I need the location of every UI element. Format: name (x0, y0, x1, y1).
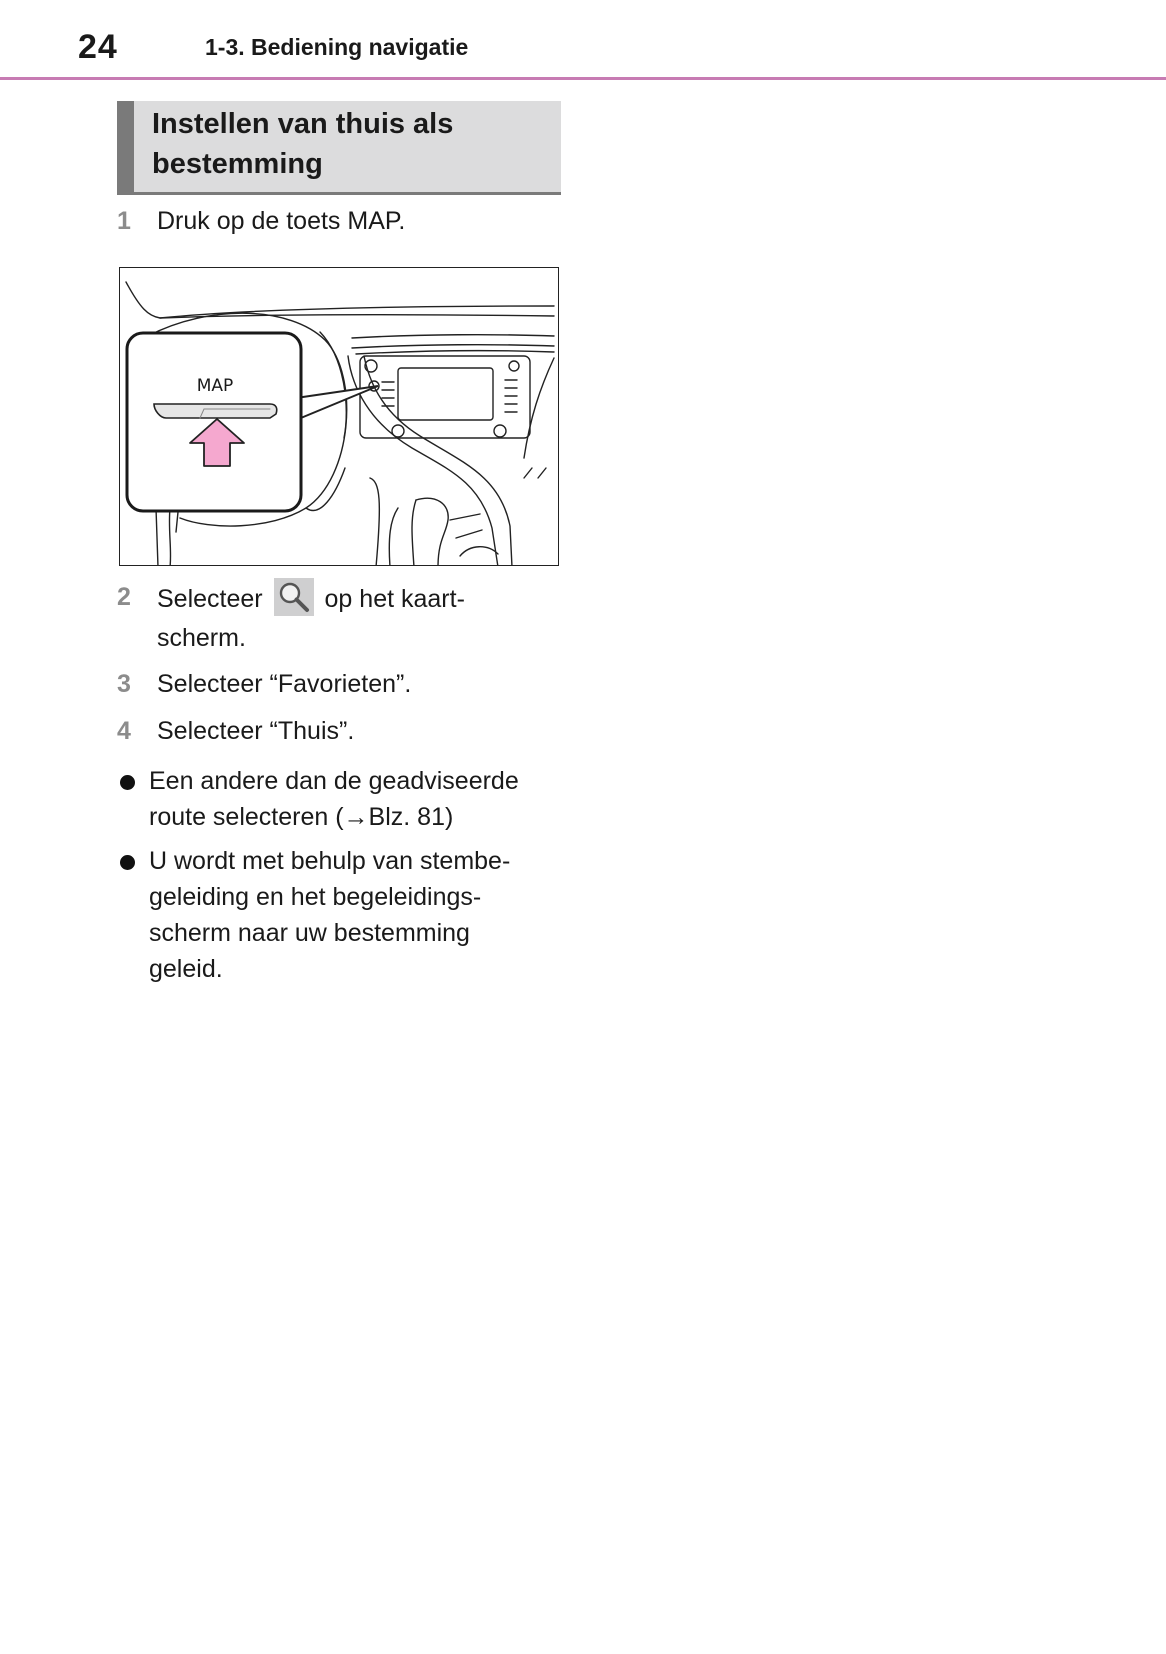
topic-heading (152, 104, 562, 184)
dashboard-drawing (120, 268, 559, 566)
step-text: Selecteer “Favorieten”. (157, 670, 412, 698)
bullet-line: scherm naar uw bestemming (149, 919, 470, 947)
bullet-line: geleiding en het begeleidings- (149, 883, 482, 911)
bullet-line: route selecteren (→Blz. 81) (149, 803, 454, 831)
step-text: Druk op de toets MAP. (157, 207, 406, 235)
bullet-dot-icon (120, 855, 135, 870)
step-number: 2 (117, 583, 131, 611)
map-button-label: MAP (196, 376, 234, 396)
topic-heading-line-2: bestemming (152, 148, 323, 180)
step-number: 1 (117, 207, 131, 235)
search-icon (274, 578, 314, 616)
bullet-line: Een andere dan de geadviseerde (149, 767, 519, 795)
step-text-before: Selecteer (157, 585, 263, 613)
topic-heading-box (117, 101, 561, 195)
step-text: Selecteer “Thuis”. (157, 717, 355, 745)
page-header (0, 0, 1166, 82)
step-number: 3 (117, 670, 131, 698)
step-number: 4 (117, 717, 131, 745)
dashboard-illustration (119, 267, 559, 566)
bullet-text (149, 763, 569, 835)
bullet-line: U wordt met behulp van stembe- (149, 847, 511, 875)
step-text-line-2: scherm. (157, 624, 246, 652)
page-number: 24 (78, 28, 118, 66)
step-text (157, 578, 577, 658)
topic-heading-line-1: Instellen van thuis als (152, 108, 454, 140)
section-title: 1-3. Bediening navigatie (205, 34, 469, 60)
bullet-text (149, 843, 569, 987)
header-divider (0, 77, 1166, 80)
bullet-dot-icon (120, 775, 135, 790)
step-text-after: op het kaart- (324, 585, 465, 613)
bullet-line: geleid. (149, 955, 223, 983)
